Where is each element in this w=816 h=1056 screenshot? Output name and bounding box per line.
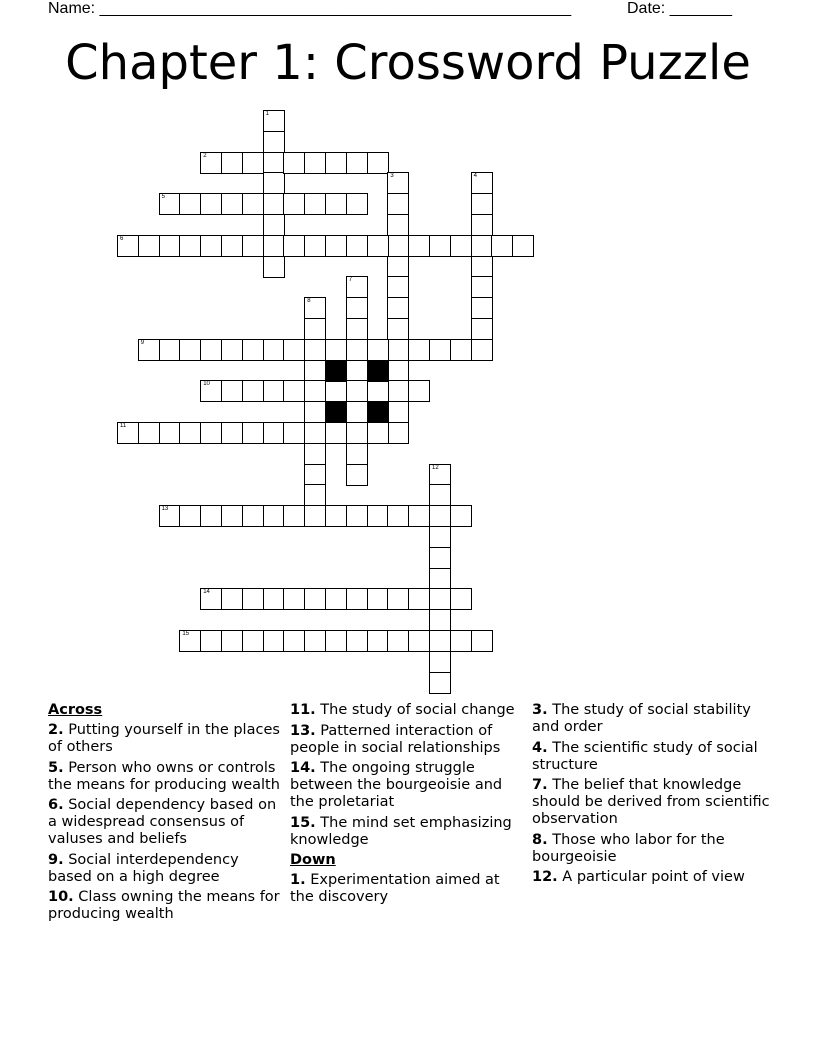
grid-cell[interactable] — [304, 235, 326, 257]
grid-cell[interactable] — [346, 422, 368, 444]
grid-cell[interactable] — [387, 588, 409, 610]
grid-cell[interactable] — [304, 297, 326, 319]
grid-cell[interactable] — [429, 505, 451, 527]
grid-cell[interactable] — [138, 235, 160, 257]
clue-number-label: 9 — [140, 339, 145, 346]
grid-cell[interactable] — [450, 505, 472, 527]
grid-cell[interactable] — [200, 152, 222, 174]
black-square — [325, 360, 347, 382]
clue-text: The mind set emphasizing knowledge — [290, 814, 512, 848]
grid-cell[interactable] — [367, 422, 389, 444]
grid-cell[interactable] — [387, 380, 409, 402]
grid-cell[interactable] — [304, 401, 326, 423]
grid-cell[interactable] — [117, 422, 139, 444]
clue-text: The belief that knowledge should be derived from scientific observation — [532, 777, 770, 827]
grid-cell[interactable] — [471, 630, 493, 652]
grid-cell[interactable] — [138, 339, 160, 361]
grid-cell[interactable] — [304, 630, 326, 652]
grid-cell[interactable] — [263, 339, 285, 361]
grid-cell[interactable] — [304, 484, 326, 506]
grid-cell[interactable] — [429, 547, 451, 569]
grid-cell[interactable] — [242, 380, 264, 402]
grid-cell[interactable] — [512, 235, 534, 257]
grid-cell[interactable] — [242, 630, 264, 652]
grid-cell[interactable] — [159, 193, 181, 215]
clue-column-3 — [532, 702, 772, 890]
grid-cell[interactable] — [200, 235, 222, 257]
grid-cell[interactable] — [283, 193, 305, 215]
grid-cell[interactable] — [387, 193, 409, 215]
clue-number-label: 14 — [203, 589, 210, 596]
clue-number-label: 4 — [473, 173, 477, 180]
clue-number-label: 11 — [120, 423, 127, 429]
grid-cell[interactable] — [242, 505, 264, 527]
grid-cell[interactable] — [304, 193, 326, 215]
clue-number: 12. — [532, 869, 558, 885]
clue-item — [532, 869, 772, 886]
grid-cell[interactable] — [242, 588, 264, 610]
grid-cell[interactable] — [346, 297, 368, 319]
grid-cell[interactable] — [429, 526, 451, 548]
grid-cell[interactable] — [283, 380, 305, 402]
clue-text: The study of social stability and order — [532, 702, 751, 735]
grid-cell[interactable] — [179, 505, 201, 527]
grid-cell[interactable] — [304, 588, 326, 610]
grid-cell[interactable] — [429, 588, 451, 610]
grid-cell[interactable] — [159, 505, 181, 527]
grid-cell[interactable] — [304, 380, 326, 402]
clue-text: The ongoing struggle between the bourgeoisie and the proletariat — [290, 760, 503, 810]
grid-cell[interactable] — [387, 276, 409, 298]
grid-cell[interactable] — [263, 152, 285, 174]
grid-cell[interactable] — [325, 152, 347, 174]
grid-cell[interactable] — [221, 235, 243, 257]
grid-cell[interactable] — [429, 672, 451, 694]
clue-item — [532, 832, 772, 866]
grid-cell[interactable] — [367, 339, 389, 361]
grid-cell[interactable] — [283, 630, 305, 652]
grid-cell[interactable] — [304, 505, 326, 527]
grid-cell[interactable] — [346, 193, 368, 215]
grid-cell[interactable] — [179, 193, 201, 215]
grid-cell[interactable] — [179, 630, 201, 652]
grid-cell[interactable] — [304, 443, 326, 465]
grid-cell[interactable] — [200, 630, 222, 652]
grid-cell[interactable] — [242, 339, 264, 361]
grid-cell[interactable] — [263, 422, 285, 444]
clue-number: 13. — [290, 722, 316, 739]
grid-cell[interactable] — [471, 318, 493, 340]
grid-cell[interactable] — [367, 235, 389, 257]
grid-cell[interactable] — [408, 339, 430, 361]
grid-cell[interactable] — [387, 235, 409, 257]
grid-cell[interactable] — [471, 193, 493, 215]
grid-cell[interactable] — [242, 193, 264, 215]
grid-cell[interactable] — [304, 152, 326, 174]
grid-cell[interactable] — [346, 443, 368, 465]
grid-cell[interactable] — [159, 235, 181, 257]
clue-number-label: 1 — [265, 111, 269, 117]
clue-item — [48, 722, 280, 756]
clue-item — [48, 889, 280, 923]
grid-cell[interactable] — [429, 484, 451, 506]
grid-cell[interactable] — [283, 588, 305, 610]
grid-cell[interactable] — [117, 235, 139, 257]
grid-cell[interactable] — [387, 214, 409, 236]
grid-cell[interactable] — [304, 422, 326, 444]
grid-cell[interactable] — [325, 235, 347, 257]
section-heading: Across — [48, 702, 103, 718]
grid-cell[interactable] — [283, 422, 305, 444]
clue-number: 4. — [532, 739, 548, 756]
grid-cell[interactable] — [221, 193, 243, 215]
grid-cell[interactable] — [325, 505, 347, 527]
clue-number: 5. — [48, 759, 64, 776]
clue-text: Class owning the means for producing wealth — [48, 889, 280, 922]
section-heading: Down — [290, 852, 336, 868]
clue-number: 9. — [48, 851, 64, 868]
grid-cell[interactable] — [346, 360, 368, 382]
clue-text: The study of social change — [320, 702, 515, 718]
grid-cell[interactable] — [325, 380, 347, 402]
grid-cell[interactable] — [491, 235, 513, 257]
grid-cell[interactable] — [387, 360, 409, 382]
clue-item — [290, 872, 522, 906]
grid-cell[interactable] — [221, 588, 243, 610]
clue-item — [532, 777, 772, 828]
clue-item — [290, 815, 522, 849]
clue-number-label: 12 — [432, 464, 439, 471]
grid-cell[interactable] — [346, 318, 368, 340]
grid-cell[interactable] — [304, 464, 326, 486]
clue-number-label: 6 — [120, 235, 124, 242]
clue-number-label: 2 — [203, 152, 207, 159]
clue-number-label: 3 — [390, 173, 394, 180]
grid-cell[interactable] — [325, 588, 347, 610]
grid-cell[interactable] — [429, 235, 451, 257]
clue-number-label: 10 — [203, 381, 210, 388]
grid-cell[interactable] — [367, 588, 389, 610]
grid-cell[interactable] — [304, 318, 326, 340]
grid-cell[interactable] — [179, 235, 201, 257]
grid-cell[interactable] — [408, 630, 430, 652]
grid-cell[interactable] — [367, 505, 389, 527]
grid-cell[interactable] — [387, 505, 409, 527]
grid-cell[interactable] — [263, 380, 285, 402]
grid-cell[interactable] — [471, 172, 493, 194]
clue-item — [290, 702, 522, 719]
clue-item — [48, 760, 280, 794]
grid-cell[interactable] — [346, 276, 368, 298]
grid-cell[interactable] — [283, 235, 305, 257]
clue-number-label: 15 — [182, 631, 190, 637]
grid-cell[interactable] — [283, 339, 305, 361]
grid-cell[interactable] — [408, 505, 430, 527]
grid-cell[interactable] — [429, 630, 451, 652]
grid-cell[interactable] — [387, 297, 409, 319]
clue-item — [48, 852, 280, 886]
grid-cell[interactable] — [200, 588, 222, 610]
clue-column-1 — [48, 702, 280, 927]
grid-cell[interactable] — [283, 505, 305, 527]
grid-cell[interactable] — [346, 588, 368, 610]
clue-number: 6. — [48, 797, 64, 813]
clue-item — [290, 760, 522, 811]
page-title: Chapter 1: Crossword Puzzle — [65, 35, 751, 91]
grid-cell[interactable] — [263, 193, 285, 215]
clue-number: 2. — [48, 722, 64, 738]
grid-cell[interactable] — [367, 380, 389, 402]
grid-cell[interactable] — [304, 339, 326, 361]
grid-cell[interactable] — [242, 422, 264, 444]
clue-item — [532, 740, 772, 774]
grid-cell[interactable] — [387, 339, 409, 361]
grid-cell[interactable] — [304, 360, 326, 382]
grid-cell[interactable] — [429, 568, 451, 590]
grid-cell[interactable] — [450, 339, 472, 361]
grid-cell[interactable] — [387, 256, 409, 278]
grid-cell[interactable] — [387, 422, 409, 444]
grid-cell[interactable] — [367, 630, 389, 652]
grid-cell[interactable] — [242, 152, 264, 174]
clue-number-label: 8 — [307, 298, 311, 305]
clue-text: A particular point of view — [562, 869, 745, 885]
grid-cell[interactable] — [263, 131, 285, 153]
grid-cell[interactable] — [346, 339, 368, 361]
grid-cell[interactable] — [450, 235, 472, 257]
grid-cell[interactable] — [263, 214, 285, 236]
grid-cell[interactable] — [263, 256, 285, 278]
grid-cell[interactable] — [263, 172, 285, 194]
grid-cell[interactable] — [179, 339, 201, 361]
grid-cell[interactable] — [450, 588, 472, 610]
grid-cell[interactable] — [346, 401, 368, 423]
grid-cell[interactable] — [429, 339, 451, 361]
grid-cell[interactable] — [283, 152, 305, 174]
grid-cell[interactable] — [471, 235, 493, 257]
grid-cell[interactable] — [325, 339, 347, 361]
grid-cell[interactable] — [263, 588, 285, 610]
black-square — [325, 401, 347, 423]
clue-number: 3. — [532, 702, 548, 718]
grid-cell[interactable] — [221, 380, 243, 402]
clue-number: 10. — [48, 889, 74, 905]
grid-cell[interactable] — [387, 630, 409, 652]
grid-cell[interactable] — [263, 110, 285, 132]
clue-number: 11. — [290, 702, 316, 718]
clue-text: Person who owns or controls the means for producing wealth — [48, 759, 280, 793]
clue-text: Those who labor for the bourgeoisie — [532, 831, 725, 865]
black-square — [367, 401, 389, 423]
grid-cell[interactable] — [387, 172, 409, 194]
clue-number: 14. — [290, 760, 316, 776]
grid-cell[interactable] — [159, 422, 181, 444]
clue-item — [48, 797, 280, 848]
grid-cell[interactable] — [471, 297, 493, 319]
grid-cell[interactable] — [200, 422, 222, 444]
grid-cell[interactable] — [138, 422, 160, 444]
clue-item — [532, 702, 772, 736]
grid-cell[interactable] — [387, 318, 409, 340]
grid-cell[interactable] — [263, 235, 285, 257]
grid-cell[interactable] — [429, 609, 451, 631]
grid-cell[interactable] — [471, 214, 493, 236]
grid-cell[interactable] — [242, 235, 264, 257]
clue-text: Patterned interaction of people in social relationships — [290, 722, 501, 756]
grid-cell[interactable] — [346, 464, 368, 486]
grid-cell[interactable] — [450, 630, 472, 652]
grid-cell[interactable] — [159, 339, 181, 361]
clue-number-label: 13 — [161, 506, 169, 513]
grid-cell[interactable] — [408, 235, 430, 257]
grid-cell[interactable] — [367, 152, 389, 174]
grid-cell[interactable] — [221, 505, 243, 527]
clue-number: 8. — [532, 831, 548, 848]
date-field: Date: _______ — [627, 0, 732, 17]
grid-cell[interactable] — [179, 422, 201, 444]
grid-cell[interactable] — [325, 630, 347, 652]
clue-number-label: 7 — [348, 277, 353, 284]
grid-cell[interactable] — [200, 380, 222, 402]
grid-cell[interactable] — [325, 193, 347, 215]
clue-item — [290, 723, 522, 757]
grid-cell[interactable] — [408, 380, 430, 402]
grid-cell[interactable] — [200, 505, 222, 527]
grid-cell[interactable] — [346, 505, 368, 527]
grid-cell[interactable] — [346, 235, 368, 257]
grid-cell[interactable] — [200, 339, 222, 361]
grid-cell[interactable] — [200, 193, 222, 215]
grid-cell[interactable] — [221, 630, 243, 652]
grid-cell[interactable] — [346, 380, 368, 402]
grid-cell[interactable] — [471, 339, 493, 361]
grid-cell[interactable] — [221, 339, 243, 361]
clue-number: 15. — [290, 814, 316, 831]
clue-number-label: 5 — [161, 194, 165, 201]
grid-cell[interactable] — [429, 651, 451, 673]
clue-text: Social interdependency based on a high degree — [48, 851, 239, 885]
grid-cell[interactable] — [263, 505, 285, 527]
grid-cell[interactable] — [346, 152, 368, 174]
clue-column-2 — [290, 702, 522, 910]
grid-cell[interactable] — [346, 630, 368, 652]
clue-text: Putting yourself in the places of others — [48, 722, 280, 755]
grid-cell[interactable] — [408, 588, 430, 610]
clue-text: Social dependency based on a widespread consensus of valuses and beliefs — [48, 797, 277, 847]
clue-number: 1. — [290, 872, 306, 888]
name-field: Name: _____________________________________________________ — [48, 0, 572, 17]
grid-cell[interactable] — [325, 422, 347, 444]
black-square — [367, 360, 389, 382]
grid-cell[interactable] — [387, 401, 409, 423]
grid-cell[interactable] — [221, 422, 243, 444]
clue-text: Experimentation aimed at the discovery — [290, 872, 500, 905]
grid-cell[interactable] — [471, 276, 493, 298]
grid-cell[interactable] — [263, 630, 285, 652]
grid-cell[interactable] — [471, 256, 493, 278]
clue-text: The scientific study of social structure — [532, 739, 758, 773]
grid-cell[interactable] — [429, 464, 451, 486]
clue-number: 7. — [532, 777, 548, 793]
grid-cell[interactable] — [221, 152, 243, 174]
